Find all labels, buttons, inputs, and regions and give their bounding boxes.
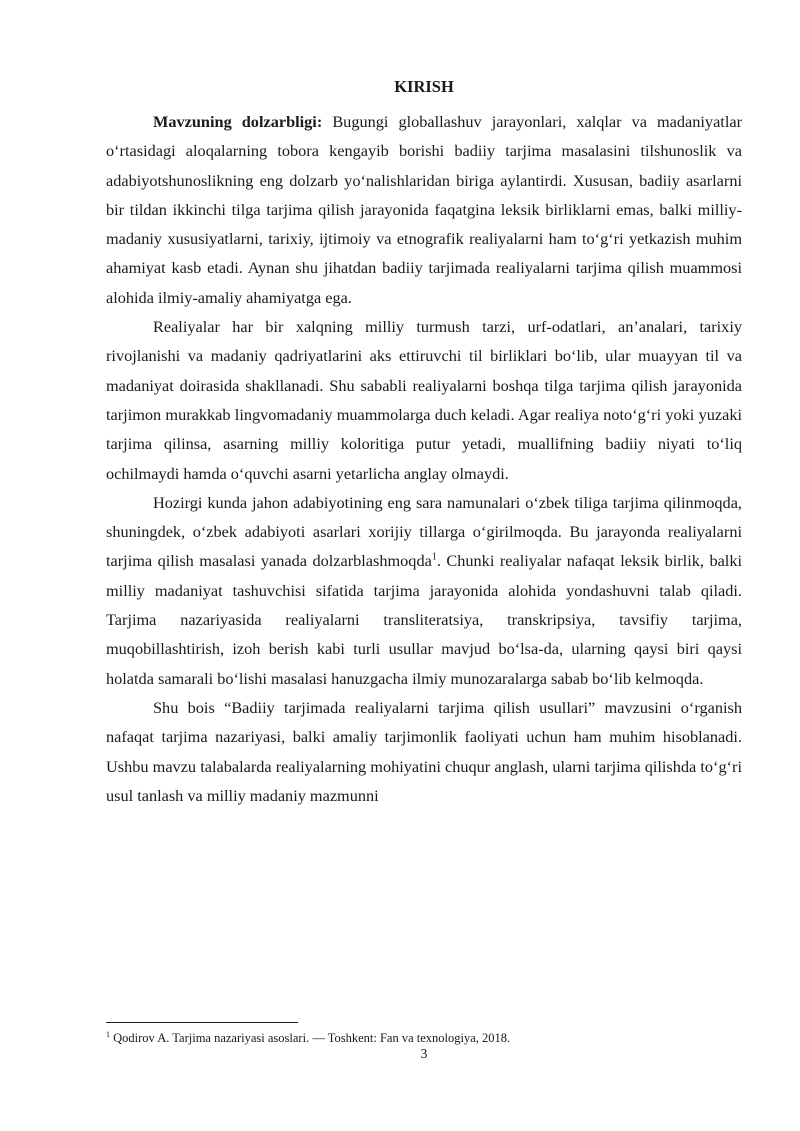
footnote-text: Qodirov A. Tarjima nazariyasi asoslari. — Toshkent: Fan va texnologiya, 2018. — [110, 1031, 511, 1045]
paragraph-text-after: . Chunki realiyalar nafaqat leksik birlik, balki milliy madaniyat tashuvchisi sifatida tarjima jarayonida alohida yondashuvni talab qiladi. Tarjima nazariyasida realiyalarni transliteratsiya, transkripsiya, tavsifiy tarjima, muqobillashtirish, izoh berish kabi turli usullar mavjud bo‘lsa-da, ularning qaysi biri qaysi holatda samarali bo‘lishi masalasi hanuzgacha ilmiy munozaralarga sabab bo‘lib kelmoqda. — [106, 551, 742, 688]
paragraph-lead: Mavzuning dolzarbligi: — [153, 112, 323, 131]
footnote-divider — [106, 1022, 298, 1023]
paragraph-topic: Shu bois “Badiiy tarjimada realiyalarni tarjima qilish usullari” mavzusini o‘rganish nafaqat tarjima nazariyasi, balki amaliy tarjimonlik faoliyati uchun ham muhim hisoblanadi. Ushbu mavzu talabalarda realiyalarning mohiyatini chuqur anglash, ularni tarjima qilishda to‘g‘ri usul tanlash va milliy madaniy mazmunni — [106, 697, 742, 805]
body-text — [106, 107, 742, 810]
section-heading: KIRISH — [394, 77, 454, 96]
footnote — [106, 1030, 746, 1046]
paragraph-realia: Realiyalar har bir xalqning milliy turmush tarzi, urf-odatlari, an’analari, tarixiy rivojlanishi va madaniy qadriyatlarini aks ettiruvchi til birliklari bo‘lib, ular muayyan til va madaniyat doirasida shakllanadi. Shu sababli realiyalarni boshqa tilga tarjima qilish jarayonida tarjimon murakkab lingvomadaniy muammolarga duch keladi. Agar realiya noto‘g‘ri yoki yuzaki tarjima qilinsa, asarning milliy koloritiga putur yetadi, muallifning badiiy niyati to‘liq ochilmaydi hamda o‘quvchi asarni yetarlicha anglay olmaydi. — [106, 317, 742, 483]
paragraph-relevance — [106, 107, 742, 312]
footnote-reference[interactable]: 1 — [431, 552, 437, 564]
paragraph-current — [106, 488, 742, 693]
footnote-marker: 1 — [106, 1029, 110, 1039]
page-number: 3 — [420, 1046, 428, 1061]
paragraph-text: Bugungi globallashuv jarayonlari, xalqlar va madaniyatlar o‘rtasidagi aloqalarning tobora kengayib borishi badiiy tarjima masalasini tilshunoslik va adabiyotshunoslikning eng dolzarb yo‘nalishlaridan biriga aylantirdi. Xususan, badiiy asarlarni bir tildan ikkinchi tilga tarjima qilish jarayonida faqatgina leksik birliklarni emas, balki milliy-madaniy xususiyatlarni, tarixiy, ijtimoiy va etnografik realiyalarni ham to‘g‘ri yetkazish muhim ahamiyat kasb etadi. Aynan shu jihatdan badiiy tarjimada realiyalarni tarjima qilish muammosi alohida ilmiy-amaliy ahamiyatga ega. — [106, 112, 742, 307]
paragraph-text-before: Hozirgi kunda jahon adabiyotining eng sara namunalari o‘zbek tiliga tarjima qilinmoqda, shuningdek, o‘zbek adabiyoti asarlari xorijiy tillarga o‘girilmoqda. Bu jarayonda realiyalarni tarjima qilish masalasi yanada dolzarblashmoqda — [106, 492, 742, 571]
